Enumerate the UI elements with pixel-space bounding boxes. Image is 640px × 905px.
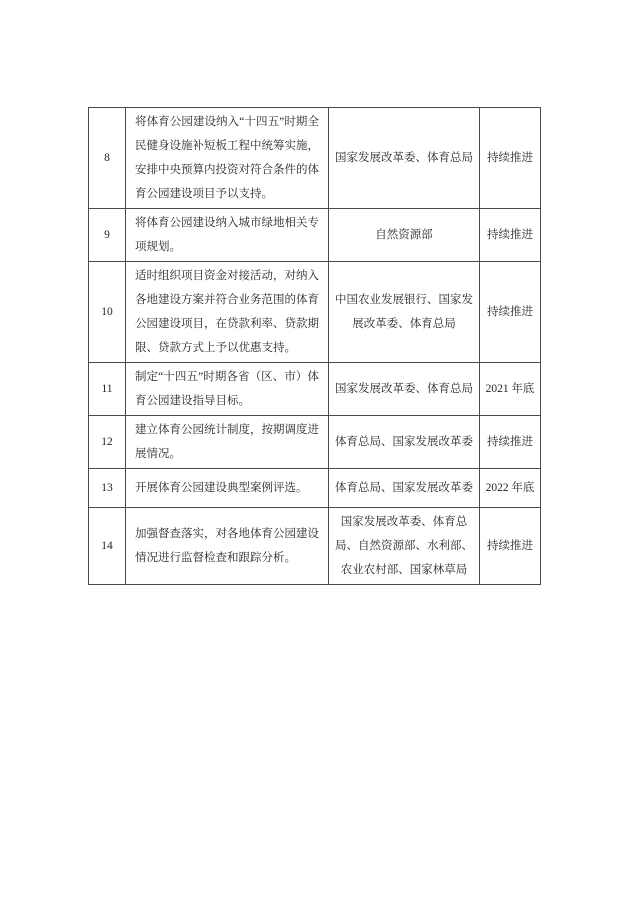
timeline-cell: 2021 年底: [480, 363, 541, 416]
departments-cell: 中国农业发展银行、国家发展改革委、体育总局: [329, 262, 480, 363]
table-row: [89, 108, 541, 209]
table-row: [89, 262, 541, 363]
departments-cell: 国家发展改革委、体育总局: [329, 108, 480, 209]
task-table: [88, 107, 541, 585]
row-number-cell: 11: [89, 363, 126, 416]
task-cell: 将体育公园建设纳入城市绿地相关专项规划。: [126, 209, 329, 262]
row-number-cell: 10: [89, 262, 126, 363]
timeline-cell: 持续推进: [480, 416, 541, 469]
table-row: [89, 209, 541, 262]
task-cell: 建立体育公园统计制度，按期调度进展情况。: [126, 416, 329, 469]
departments-cell: 体育总局、国家发展改革委: [329, 416, 480, 469]
timeline-cell: 持续推进: [480, 108, 541, 209]
timeline-cell: 持续推进: [480, 508, 541, 585]
row-number-cell: 14: [89, 508, 126, 585]
timeline-cell: 2022 年底: [480, 469, 541, 508]
row-number-cell: 8: [89, 108, 126, 209]
row-number-cell: 9: [89, 209, 126, 262]
departments-cell: 国家发展改革委、体育总局、自然资源部、水利部、农业农村部、国家林草局: [329, 508, 480, 585]
table-row: [89, 508, 541, 585]
task-cell: 将体育公园建设纳入“十四五”时期全民健身设施补短板工程中统筹实施，安排中央预算内投资对符合条件的体育公园建设项目予以支持。: [126, 108, 329, 209]
task-cell: 制定“十四五”时期各省（区、市）体育公园建设指导目标。: [126, 363, 329, 416]
task-cell: 加强督查落实，对各地体育公园建设情况进行监督检查和跟踪分析。: [126, 508, 329, 585]
row-number-cell: 12: [89, 416, 126, 469]
timeline-cell: 持续推进: [480, 262, 541, 363]
timeline-cell: 持续推进: [480, 209, 541, 262]
departments-cell: 体育总局、国家发展改革委: [329, 469, 480, 508]
departments-cell: 自然资源部: [329, 209, 480, 262]
task-cell: 开展体育公园建设典型案例评选。: [126, 469, 329, 508]
table-row: [89, 469, 541, 508]
departments-cell: 国家发展改革委、体育总局: [329, 363, 480, 416]
task-cell: 适时组织项目资金对接活动，对纳入各地建设方案并符合业务范围的体育公园建设项目，在贷款利率、贷款期限、贷款方式上予以优惠支持。: [126, 262, 329, 363]
table-row: [89, 416, 541, 469]
table-row: [89, 363, 541, 416]
row-number-cell: 13: [89, 469, 126, 508]
